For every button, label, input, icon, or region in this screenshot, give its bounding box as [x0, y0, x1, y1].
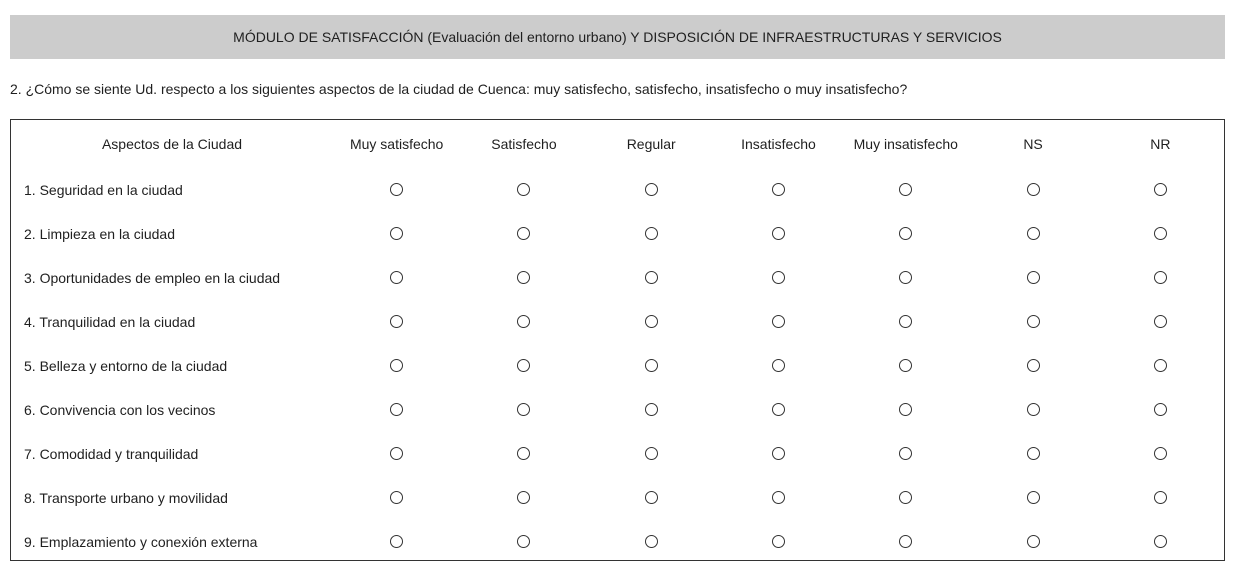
radio-satisfecho[interactable] [517, 183, 530, 196]
radio-muy-satisfecho[interactable] [390, 315, 403, 328]
table-row [11, 344, 1224, 388]
option-cell [333, 256, 460, 300]
option-cell [588, 344, 715, 388]
module-title: MÓDULO DE SATISFACCIÓN (Evaluación del entorno urbano) Y DISPOSICIÓN DE INFRAESTRUCTURAS Y SERVICIOS [233, 29, 1002, 45]
option-cell [969, 476, 1096, 520]
radio-nr[interactable] [1154, 183, 1167, 196]
radio-muy-insatisfecho[interactable] [899, 227, 912, 240]
radio-satisfecho[interactable] [517, 315, 530, 328]
option-cell [588, 212, 715, 256]
aspect-label: 5. Belleza y entorno de la ciudad [24, 358, 228, 374]
table-row [11, 256, 1224, 300]
option-cell [460, 388, 587, 432]
aspect-label: 9. Emplazamiento y conexión externa [24, 534, 258, 550]
radio-muy-insatisfecho[interactable] [899, 447, 912, 460]
aspect-label: 8. Transporte urbano y movilidad [24, 490, 228, 506]
table-row [11, 432, 1224, 476]
option-cell [1097, 256, 1224, 300]
option-cell [969, 168, 1096, 212]
aspect-column-header: Aspectos de la Ciudad [101, 136, 243, 152]
table-row [11, 476, 1224, 520]
radio-muy-satisfecho[interactable] [390, 227, 403, 240]
option-cell [460, 432, 587, 476]
option-cell [969, 388, 1096, 432]
radio-regular[interactable] [645, 447, 658, 460]
module-header [10, 15, 1225, 59]
radio-insatisfecho[interactable] [772, 491, 785, 504]
radio-muy-insatisfecho[interactable] [899, 535, 912, 548]
option-cell [842, 168, 969, 212]
radio-ns[interactable] [1027, 535, 1040, 548]
radio-satisfecho[interactable] [517, 359, 530, 372]
radio-nr[interactable] [1154, 227, 1167, 240]
option-cell [460, 300, 587, 344]
option-cell [842, 212, 969, 256]
radio-muy-insatisfecho[interactable] [899, 491, 912, 504]
radio-muy-satisfecho[interactable] [390, 447, 403, 460]
option-cell [333, 476, 460, 520]
radio-insatisfecho[interactable] [772, 183, 785, 196]
radio-satisfecho[interactable] [517, 271, 530, 284]
radio-nr[interactable] [1154, 359, 1167, 372]
radio-ns[interactable] [1027, 447, 1040, 460]
option-header-muy-insatisfecho: Muy insatisfecho [853, 136, 958, 152]
radio-regular[interactable] [645, 403, 658, 416]
option-cell [969, 256, 1096, 300]
option-cell [1097, 388, 1224, 432]
radio-nr[interactable] [1154, 447, 1167, 460]
option-cell [969, 212, 1096, 256]
option-cell [460, 256, 587, 300]
option-cell [715, 476, 842, 520]
option-cell [842, 432, 969, 476]
option-cell [588, 432, 715, 476]
option-cell [588, 168, 715, 212]
radio-ns[interactable] [1027, 491, 1040, 504]
radio-muy-satisfecho[interactable] [390, 271, 403, 284]
option-header-nr: NR [1150, 136, 1171, 152]
radio-nr[interactable] [1154, 271, 1167, 284]
radio-regular[interactable] [645, 359, 658, 372]
option-header-ns: NS [1023, 136, 1043, 152]
radio-muy-satisfecho[interactable] [390, 359, 403, 372]
radio-muy-insatisfecho[interactable] [899, 315, 912, 328]
table-row [11, 212, 1224, 256]
option-cell [588, 388, 715, 432]
option-header-satisfecho: Satisfecho [491, 136, 557, 152]
option-cell [715, 256, 842, 300]
survey-table-container [10, 119, 1225, 561]
table-row [11, 388, 1224, 432]
aspect-label: 3. Oportunidades de empleo en la ciudad [24, 270, 281, 286]
radio-insatisfecho[interactable] [772, 227, 785, 240]
radio-ns[interactable] [1027, 403, 1040, 416]
option-cell [1097, 432, 1224, 476]
radio-muy-insatisfecho[interactable] [899, 271, 912, 284]
table-header-row [11, 120, 1224, 168]
radio-nr[interactable] [1154, 403, 1167, 416]
option-cell [1097, 212, 1224, 256]
radio-regular[interactable] [645, 491, 658, 504]
option-cell [715, 520, 842, 564]
option-header-insatisfecho: Insatisfecho [741, 136, 816, 152]
option-header-muy-satisfecho: Muy satisfecho [349, 136, 444, 152]
option-cell [460, 212, 587, 256]
aspect-label: 7. Comodidad y tranquilidad [24, 446, 199, 462]
aspect-label: 1. Seguridad en la ciudad [24, 182, 183, 198]
option-cell [969, 432, 1096, 476]
radio-insatisfecho[interactable] [772, 535, 785, 548]
option-cell [1097, 476, 1224, 520]
option-cell [715, 344, 842, 388]
radio-muy-satisfecho[interactable] [390, 535, 403, 548]
option-cell [588, 476, 715, 520]
option-cell [715, 168, 842, 212]
radio-insatisfecho[interactable] [772, 403, 785, 416]
option-cell [460, 168, 587, 212]
satisfaction-table [11, 120, 1224, 564]
aspect-label: 6. Convivencia con los vecinos [24, 402, 216, 418]
option-cell [588, 256, 715, 300]
radio-regular[interactable] [645, 227, 658, 240]
option-header-regular: Regular [626, 136, 676, 152]
option-cell [333, 168, 460, 212]
radio-insatisfecho[interactable] [772, 447, 785, 460]
table-row [11, 520, 1224, 564]
option-cell [333, 520, 460, 564]
radio-satisfecho[interactable] [517, 491, 530, 504]
radio-ns[interactable] [1027, 183, 1040, 196]
option-cell [460, 344, 587, 388]
radio-regular[interactable] [645, 315, 658, 328]
option-cell [333, 300, 460, 344]
option-cell [715, 432, 842, 476]
radio-insatisfecho[interactable] [772, 359, 785, 372]
radio-muy-satisfecho[interactable] [390, 491, 403, 504]
table-body [11, 168, 1224, 564]
option-cell [969, 300, 1096, 344]
table-row [11, 168, 1224, 212]
radio-satisfecho[interactable] [517, 535, 530, 548]
option-cell [460, 520, 587, 564]
aspect-label: 2. Limpieza en la ciudad [24, 226, 175, 242]
radio-insatisfecho[interactable] [772, 271, 785, 284]
option-cell [588, 520, 715, 564]
option-cell [715, 388, 842, 432]
option-cell [842, 256, 969, 300]
option-cell [333, 388, 460, 432]
option-cell [1097, 168, 1224, 212]
radio-ns[interactable] [1027, 271, 1040, 284]
option-cell [842, 388, 969, 432]
radio-insatisfecho[interactable] [772, 315, 785, 328]
option-cell [333, 212, 460, 256]
option-cell [715, 300, 842, 344]
option-cell [715, 212, 842, 256]
option-cell [842, 300, 969, 344]
radio-satisfecho[interactable] [517, 227, 530, 240]
table-row [11, 300, 1224, 344]
radio-regular[interactable] [645, 183, 658, 196]
radio-nr[interactable] [1154, 535, 1167, 548]
option-cell [842, 344, 969, 388]
radio-regular[interactable] [645, 535, 658, 548]
radio-nr[interactable] [1154, 491, 1167, 504]
radio-regular[interactable] [645, 271, 658, 284]
radio-satisfecho[interactable] [517, 447, 530, 460]
option-cell [969, 520, 1096, 564]
option-cell [1097, 344, 1224, 388]
option-cell [1097, 300, 1224, 344]
option-cell [969, 344, 1096, 388]
radio-nr[interactable] [1154, 315, 1167, 328]
radio-ns[interactable] [1027, 315, 1040, 328]
radio-muy-satisfecho[interactable] [390, 403, 403, 416]
option-cell [842, 520, 969, 564]
radio-muy-insatisfecho[interactable] [899, 403, 912, 416]
radio-muy-satisfecho[interactable] [390, 183, 403, 196]
radio-muy-insatisfecho[interactable] [899, 359, 912, 372]
option-cell [333, 432, 460, 476]
radio-satisfecho[interactable] [517, 403, 530, 416]
question-text: 2. ¿Cómo se siente Ud. respecto a los siguientes aspectos de la ciudad de Cuenca: muy satisfecho, satisfecho, insatisfecho o muy insatisfecho? [10, 81, 908, 97]
option-cell [1097, 520, 1224, 564]
option-cell [333, 344, 460, 388]
radio-muy-insatisfecho[interactable] [899, 183, 912, 196]
radio-ns[interactable] [1027, 227, 1040, 240]
option-cell [588, 300, 715, 344]
option-cell [460, 476, 587, 520]
option-cell [842, 476, 969, 520]
radio-ns[interactable] [1027, 359, 1040, 372]
aspect-label: 4. Tranquilidad en la ciudad [24, 314, 196, 330]
